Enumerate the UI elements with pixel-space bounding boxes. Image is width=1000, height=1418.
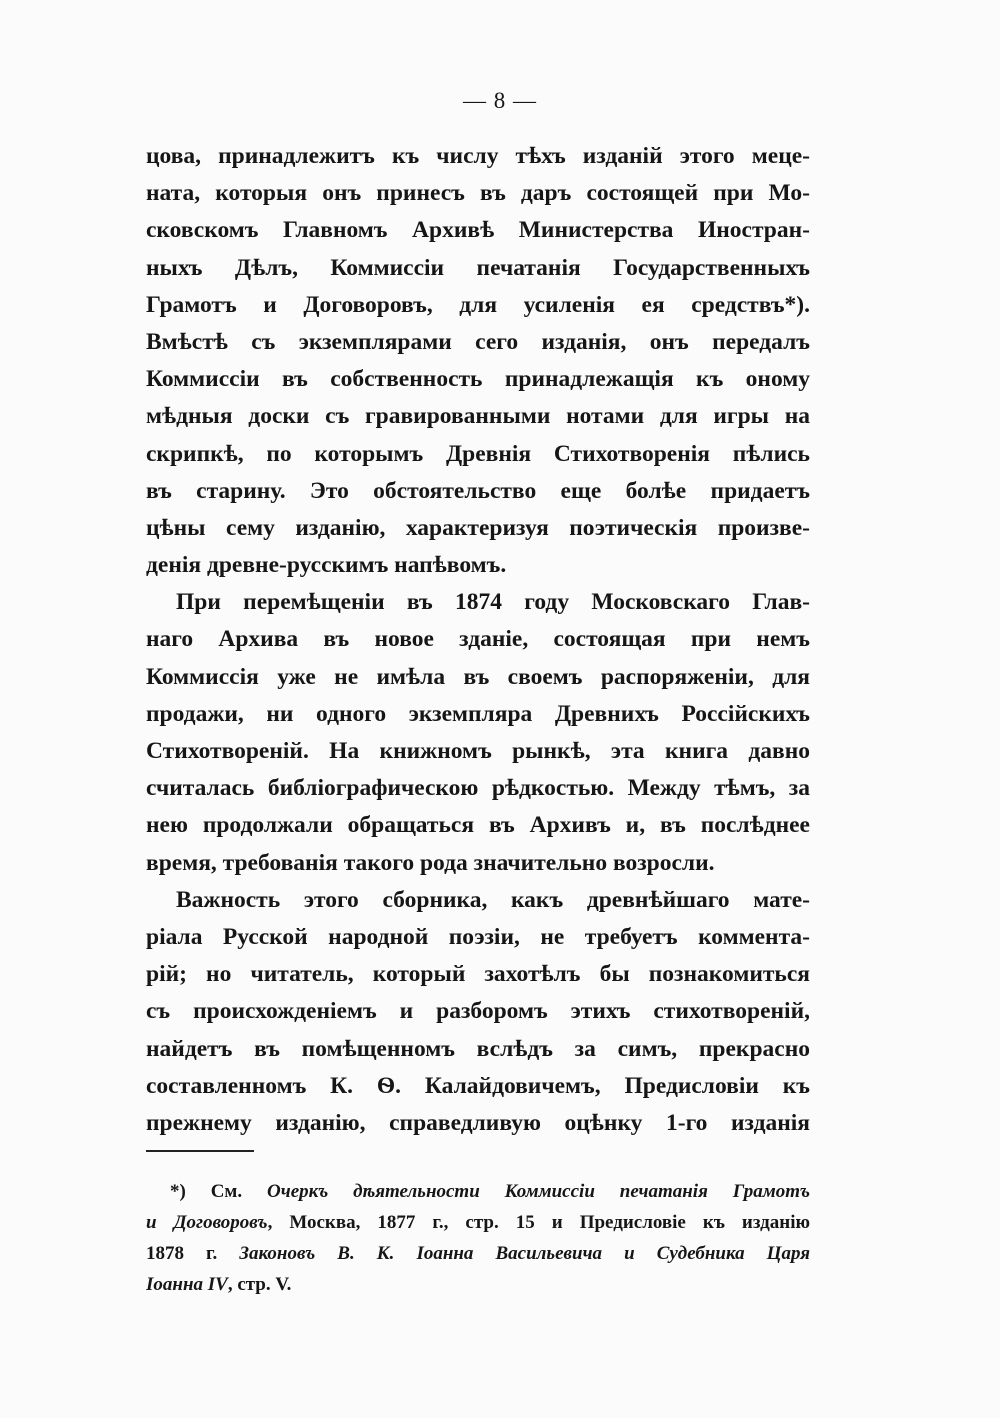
body-text [146,138,810,1142]
footnote-divider [146,1150,254,1152]
text-line: считалась библіографическою рѣдкостью. Между тѣмъ, за [146,775,810,802]
text-line: мѣдныя доски съ гравированными нотами для игры на [146,403,810,430]
footnote-title: Законовъ В. К. Іоанна Васильевича и Судебника Царя [239,1243,810,1264]
footnote-text: 1878 г. [146,1243,218,1264]
text-line: Коммиссіи въ собственность принадлежащія къ оному [146,366,810,393]
text-line: цова, принадлежитъ къ числу тѣхъ изданій этого мецe- [146,143,810,169]
text-line: скрипкѣ, по которымъ Древнія Стихотворенія пѣлись [146,440,810,467]
footnote-text: , стр. V. [227,1274,292,1295]
text-line: цѣны сему изданію, характеризуя поэтическія произве- [146,514,810,541]
text-line: сковскомъ Главномъ Архивѣ Министерства Иностран- [146,217,810,244]
footnote-title-cont: Іоанна IV [146,1274,228,1295]
footnote [146,1176,810,1300]
text-line: прежнему изданію, справедливую оцѣнку 1-го изданія [146,1109,810,1136]
page-number: — 8 — [463,88,537,113]
text-line: ната, которыя онъ принесъ въ даръ состоящей при Мо- [146,180,810,207]
text-line: найдетъ въ помѣщенномъ вслѣдъ за симъ, прекрасно [146,1035,810,1062]
text-line: При перемѣщеніи въ 1874 году Московскаго Глав- [176,589,810,616]
text-line: съ происхожденіемъ и разборомъ этихъ стихотвореній, [146,998,810,1025]
text-line: наго Архива въ новое зданіе, состоящая при немъ [146,626,810,653]
footnote-marker: *) См. [170,1181,243,1202]
text-line: Грамотъ и Договоровъ, для усиленія ея средствъ*). [146,291,810,318]
text-line: рій; но читатель, который захотѣлъ бы познакомиться [146,961,810,988]
footnote-line [146,1207,810,1238]
text-line: продажи, ни одного экземпляра Древнихъ Россійскихъ [146,700,810,727]
text-line: время, требованія такого рода значительно возросли. [146,849,715,876]
text-line: Стихотвореній. На книжномъ рынкѣ, эта книга давно [146,738,810,764]
footnote-text: , Москва, 1877 г., стр. 15 и Предисловіе къ изданію [267,1212,810,1233]
text-line: Вмѣстѣ съ экземплярами сего изданія, онъ передалъ [146,328,810,355]
text-line: денія древне-русскимъ напѣвомъ. [146,552,507,579]
text-line: составленномъ К. Ѳ. Калайдовичемъ, Предисловіи къ [146,1072,810,1099]
footnote-title: Очеркъ дѣятельности Коммиссіи печатанія Грамотъ [267,1181,810,1202]
text-line: въ старину. Это обстоятельство еще болѣе придаетъ [146,477,810,504]
text-line: ныхъ Дѣлъ, Коммиссіи печатанія Государственныхъ [146,254,810,281]
text-line: нею продолжали обращаться въ Архивъ и, въ послѣднее [146,812,810,839]
footnote-line [146,1269,810,1300]
text-line: Коммиссія уже не имѣла въ своемъ распоряженіи, для [146,663,810,690]
footnote-line [146,1238,810,1269]
text-line: ріала Русской народной поэзіи, не требуетъ коммента- [146,923,810,950]
footnote-line [146,1176,810,1207]
text-line: Важность этого сборника, какъ древнѣйшаго мате- [176,886,810,913]
footnote-title-cont: и Договоровъ [146,1212,268,1233]
